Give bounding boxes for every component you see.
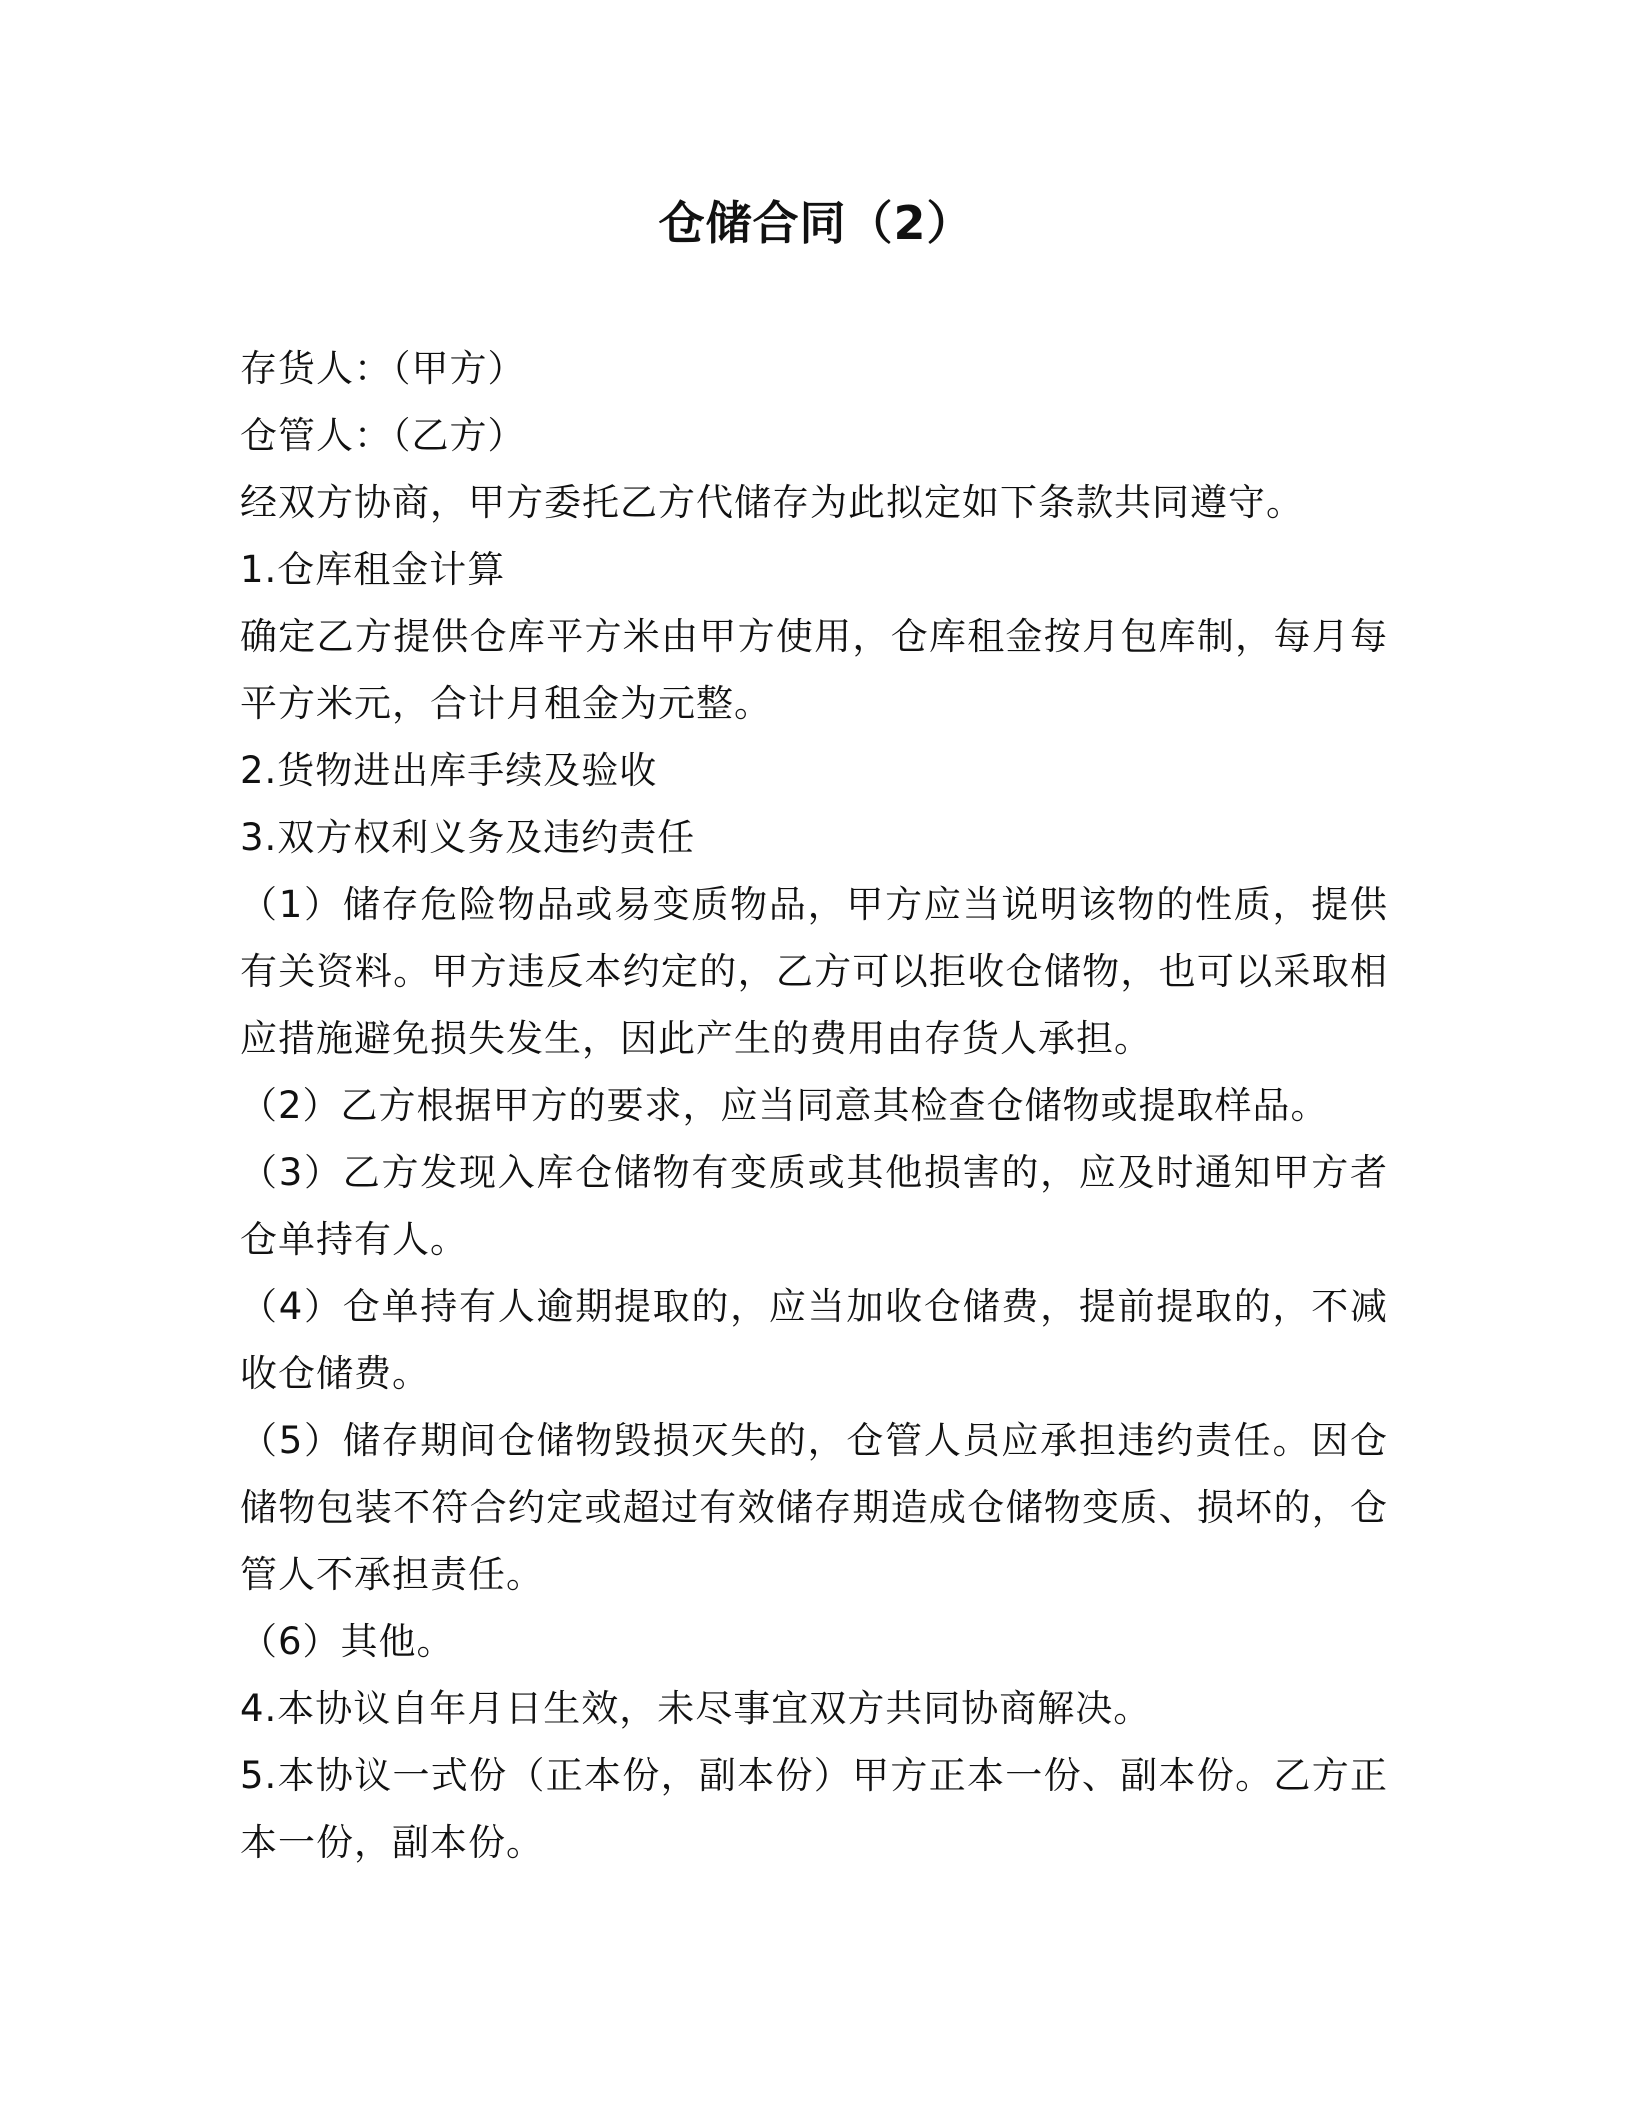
section-heading-5: 5.本协议一式份（正本份，副本份）甲方正本一份、副本份。乙方正本一份，副本份。	[240, 1754, 1388, 1864]
paragraph-depositor: 存货人：（甲方）	[240, 347, 526, 390]
document-body	[240, 335, 1388, 1876]
section-heading-3: 3.双方权利义务及违约责任	[240, 816, 696, 859]
paragraph-intro: 经双方协商，甲方委托乙方代储存为此拟定如下条款共同遵守。	[240, 481, 1304, 524]
clause-5: （5）储存期间仓储物毁损灭失的，仓管人员应承担违约责任。因仓储物包装不符合约定或超过有效储存期造成仓储物变质、损坏的，仓管人不承担责任。	[240, 1419, 1388, 1596]
document-title: 仓储合同（2）	[658, 196, 974, 250]
section-heading-2: 2.货物进出库手续及验收	[240, 749, 658, 792]
section-heading-1: 1.仓库租金计算	[240, 548, 506, 591]
clause-6: （6）其他。	[240, 1620, 455, 1663]
clause-3: （3）乙方发现入库仓储物有变质或其他损害的，应及时通知甲方者仓单持有人。	[240, 1151, 1388, 1261]
clause-1: （1）储存危险物品或易变质物品，甲方应当说明该物的性质，提供有关资料。甲方违反本约定的，乙方可以拒收仓储物，也可以采取相应措施避免损失发生，因此产生的费用由存货人承担。	[240, 883, 1388, 1060]
clause-2: （2）乙方根据甲方的要求，应当同意其检查仓储物或提取样品。	[240, 1084, 1329, 1127]
section-heading-4: 4.本协议自年月日生效，未尽事宜双方共同协商解决。	[240, 1687, 1152, 1730]
paragraph-warehouse-keeper: 仓管人：（乙方）	[240, 414, 526, 457]
paragraph-rent: 确定乙方提供仓库平方米由甲方使用，仓库租金按月包库制，每月每平方米元，合计月租金为元整。	[240, 615, 1388, 725]
clause-4: （4）仓单持有人逾期提取的，应当加收仓储费，提前提取的，不减收仓储费。	[240, 1285, 1388, 1395]
